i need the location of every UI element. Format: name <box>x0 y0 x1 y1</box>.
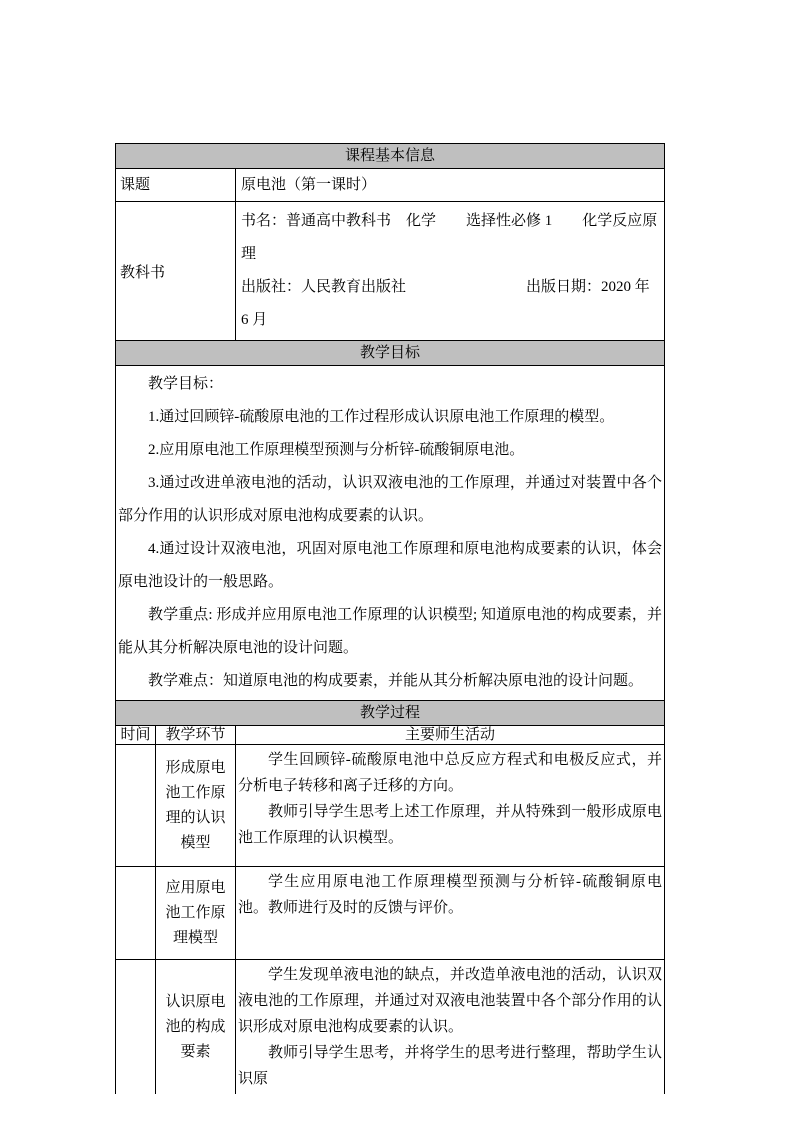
section-title-course-info: 课程基本信息 <box>345 148 436 164</box>
stage-cell-1: 形成原电池工作原理的认识模型 <box>156 745 236 867</box>
section-header-objectives <box>116 341 665 366</box>
column-header-activity: 主要师生活动 <box>236 726 665 745</box>
textbook-info-cell <box>236 202 665 341</box>
column-header-stage: 教学环节 <box>156 726 236 745</box>
activity-paragraph: 教师引导学生思考，并将学生的思考进行整理，帮助学生认识原 <box>238 1045 663 1087</box>
activity-paragraph: 学生发现单液电池的缺点，并改造单液电池的活动，认识双液电池的工作原理，并通过对双液电池装置中各个部分作用的认识形成对原电池构成要素的认识。 <box>238 967 663 1035</box>
textbook-line-name: 书名：普通高中教科书 化学 选择性必修 1 化学反应原理 <box>241 213 658 262</box>
section-header-course-info-cell <box>116 144 665 169</box>
process-row-2 <box>116 867 665 960</box>
time-cell-2 <box>116 867 156 960</box>
process-row-1 <box>116 745 665 867</box>
activity-cell-3 <box>236 960 665 1095</box>
activity-paragraph: 教师引导学生思考上述工作原理，并从特殊到一般形成原电池工作原理的认识模型。 <box>238 804 663 846</box>
time-cell-3 <box>116 960 156 1095</box>
teaching-key-points: 教学重点: 形成并应用原电池工作原理的认识模型; 知道原电池的构成要素，并能从其分析解决原电池的设计问题。 <box>118 607 663 656</box>
objective-item-1: 1.通过回顾锌-硫酸原电池的工作过程形成认识原电池工作原理的模型。 <box>148 409 615 425</box>
section-header-objectives-cell <box>116 341 665 366</box>
activity-paragraph: 学生回顾锌-硫酸原电池中总反应方程式和电极反应式，并分析电子转移和离子迁移的方向。 <box>238 752 663 794</box>
section-header-process-cell <box>116 701 665 726</box>
activity-cell-1 <box>236 745 665 867</box>
textbook-label: 教科书 <box>116 202 236 341</box>
activity-cell-2 <box>236 867 665 960</box>
section-header-process <box>116 701 665 726</box>
stage-cell-2: 应用原电池工作原理模型 <box>156 867 236 960</box>
objectives-content-cell <box>116 366 665 701</box>
objectives-heading: 教学目标： <box>148 376 224 392</box>
stage-cell-3: 认识原电池的构成要素 <box>156 960 236 1095</box>
objectives-row <box>116 366 665 701</box>
teaching-difficulties: 教学难点：知道原电池的构成要素，并能从其分析解决原电池的设计问题。 <box>148 673 644 689</box>
objective-item-2: 2.应用原电池工作原理模型预测与分析锌-硫酸铜原电池。 <box>148 442 525 458</box>
topic-row <box>116 169 665 202</box>
process-row-3 <box>116 960 665 1095</box>
objective-item-3: 3.通过改进单液电池的活动，认识双液电池的工作原理，并通过对装置中各个部分作用的认识形成对原电池构成要素的认识。 <box>118 475 663 524</box>
section-title-process: 教学过程 <box>360 705 421 721</box>
section-header-course-info <box>116 144 665 169</box>
process-header-row <box>116 726 665 745</box>
time-cell-1 <box>116 745 156 867</box>
section-title-objectives: 教学目标 <box>360 345 421 361</box>
lesson-plan-table <box>115 143 665 1094</box>
textbook-row <box>116 202 665 341</box>
objective-item-4: 4.通过设计双液电池，巩固对原电池工作原理和原电池构成要素的认识，体会原电池设计的一般思路。 <box>118 541 663 590</box>
textbook-line-publisher: 出版社：人民教育出版社 出版日期：2020 年 6 月 <box>241 279 650 328</box>
topic-value: 原电池（第一课时） <box>236 169 665 202</box>
activity-paragraph: 学生应用原电池工作原理模型预测与分析锌-硫酸铜原电池。教师进行及时的反馈与评价。 <box>238 874 663 916</box>
topic-label: 课题 <box>116 169 236 202</box>
column-header-time: 时间 <box>116 726 156 745</box>
